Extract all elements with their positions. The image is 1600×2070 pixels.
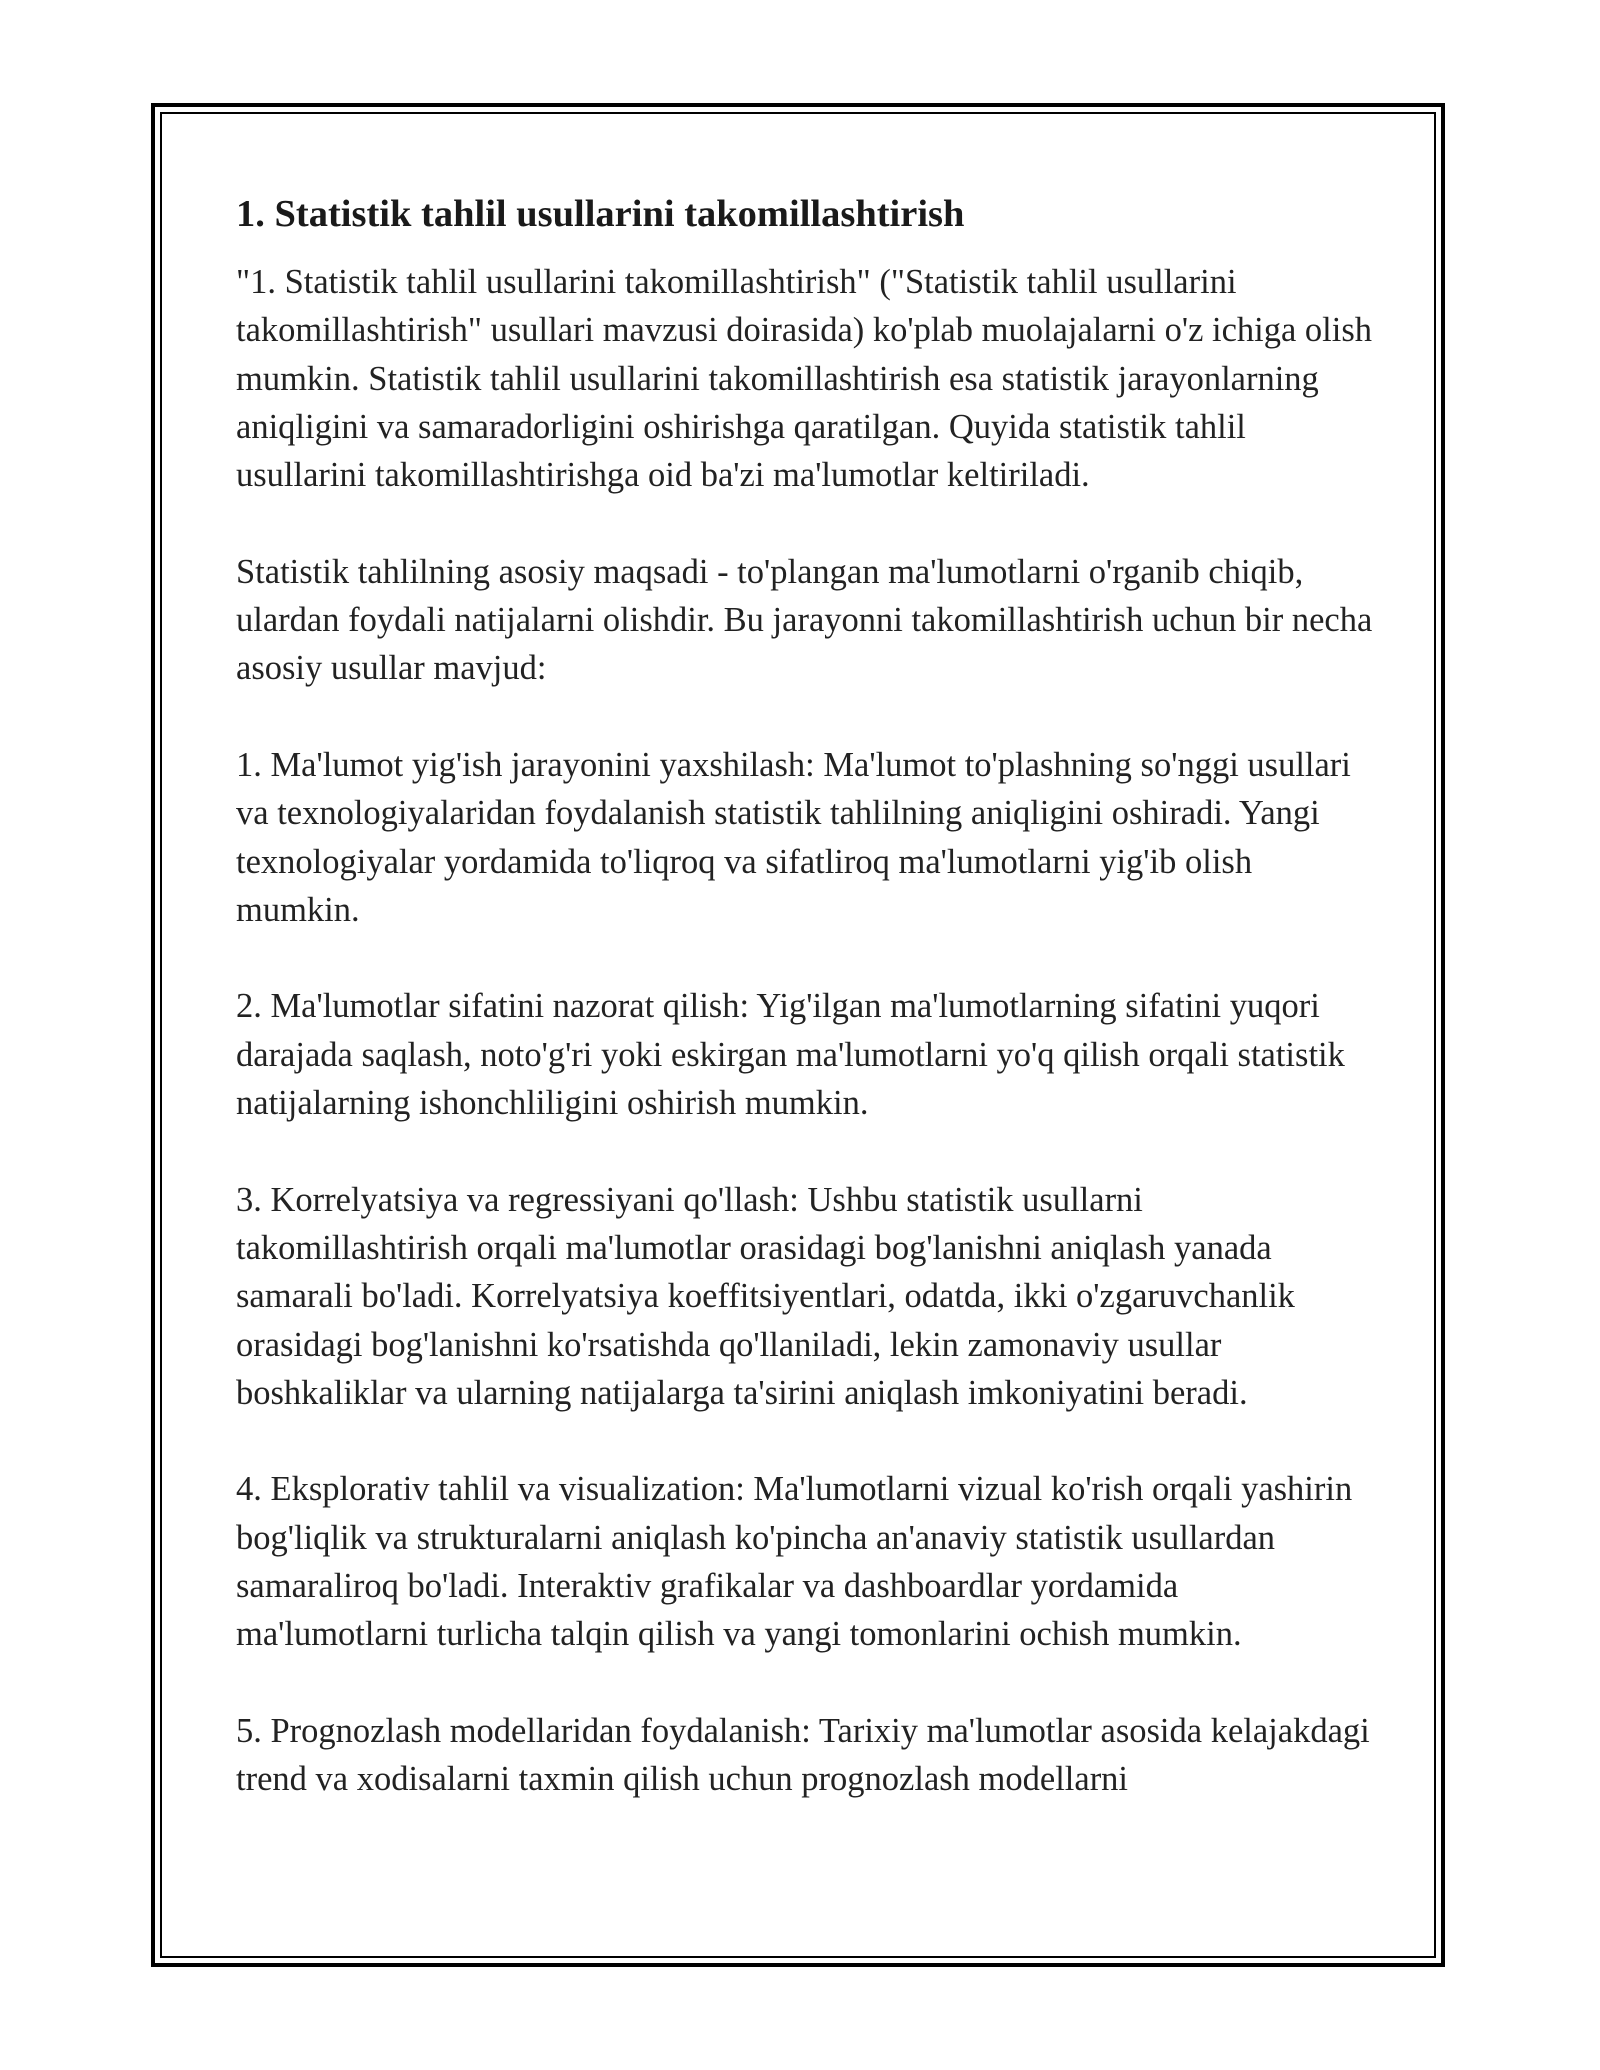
paragraph-purpose: Statistik tahlilning asosiy maqsadi - to'plangan ma'lumotlarni o'rganib chiqib, ulardan foydali natijalarni olishdir. Bu jarayonni takomillashtirish uchun bir necha asosiy usullar mavjud: xyxy=(236,552,1373,688)
list-item-correlation-regression: 3. Korrelyatsiya va regressiyani qo'llash: Ushbu statistik usullarni takomillashtirish orqali ma'lumotlar orasidagi bog'lanishni aniqlash yanada samarali bo'ladi. Korrelyatsiya koeffitsiyentlari, odatda, ikki o'zgaruvchanlik orasidagi bog'lanishni ko'rsatishda qo'llaniladi, lekin zamonaviy usullar boshkaliklar va ularning natijalarga ta'sirini aniqlash imkoniyatini beradi. xyxy=(236,1180,1295,1412)
paragraph-intro: "1. Statistik tahlil usullarini takomillashtirish" ("Statistik tahlil usullarini takomillashtirish" usullari mavzusi doirasida) ko'plab muolajalarni o'z ichiga olish mumkin. Statistik tahlil usullarini takomillashtirish esa statistik jarayonlarning aniqligini va samaradorligini oshirishga qaratilgan. Quyida statistik tahlil usullarini takomillashtirishga oid ba'zi ma'lumotlar keltiriladi. xyxy=(236,263,1373,495)
list-item-data-collection: 1. Ma'lumot yig'ish jarayonini yaxshilash: Ma'lumot to'plashning so'nggi usullari va texnologiyalaridan foydalanish statistik tahlilning aniqligini oshiradi. Yangi texnologiyalar yordamida to'liqroq va sifatliroq ma'lumotlarni yig'ib olish mumkin. xyxy=(236,745,1351,929)
section-heading: 1. Statistik tahlil usullarini takomillashtirish xyxy=(236,193,965,235)
list-item-exploratory-analysis: 4. Eksplorativ tahlil va visualization: Ma'lumotlarni vizual ko'rish orqali yashirin bog'liqlik va strukturalarni aniqlash ko'pincha an'anaviy statistik usullardan samaraliroq bo'ladi. Interaktiv grafikalar va dashboardlar yordamida ma'lumotlarni turlicha talqin qilish va yangi tomonlarini ochish mumkin. xyxy=(236,1470,1353,1654)
list-item-forecasting: 5. Prognozlash modellaridan foydalanish: Tarixiy ma'lumotlar asosida kelajakdagi trend va xodisalarni taxmin qilish uchun prognozlash modellarni xyxy=(236,1711,1370,1799)
list-item-quality-control: 2. Ma'lumotlar sifatini nazorat qilish: Yig'ilgan ma'lumotlarning sifatini yuqori darajada saqlash, noto'g'ri yoki eskirgan ma'lumotlarni yo'q qilish orqali statistik natijalarning ishonchliligini oshirish mumkin. xyxy=(236,987,1345,1123)
document-body xyxy=(236,186,1376,1804)
